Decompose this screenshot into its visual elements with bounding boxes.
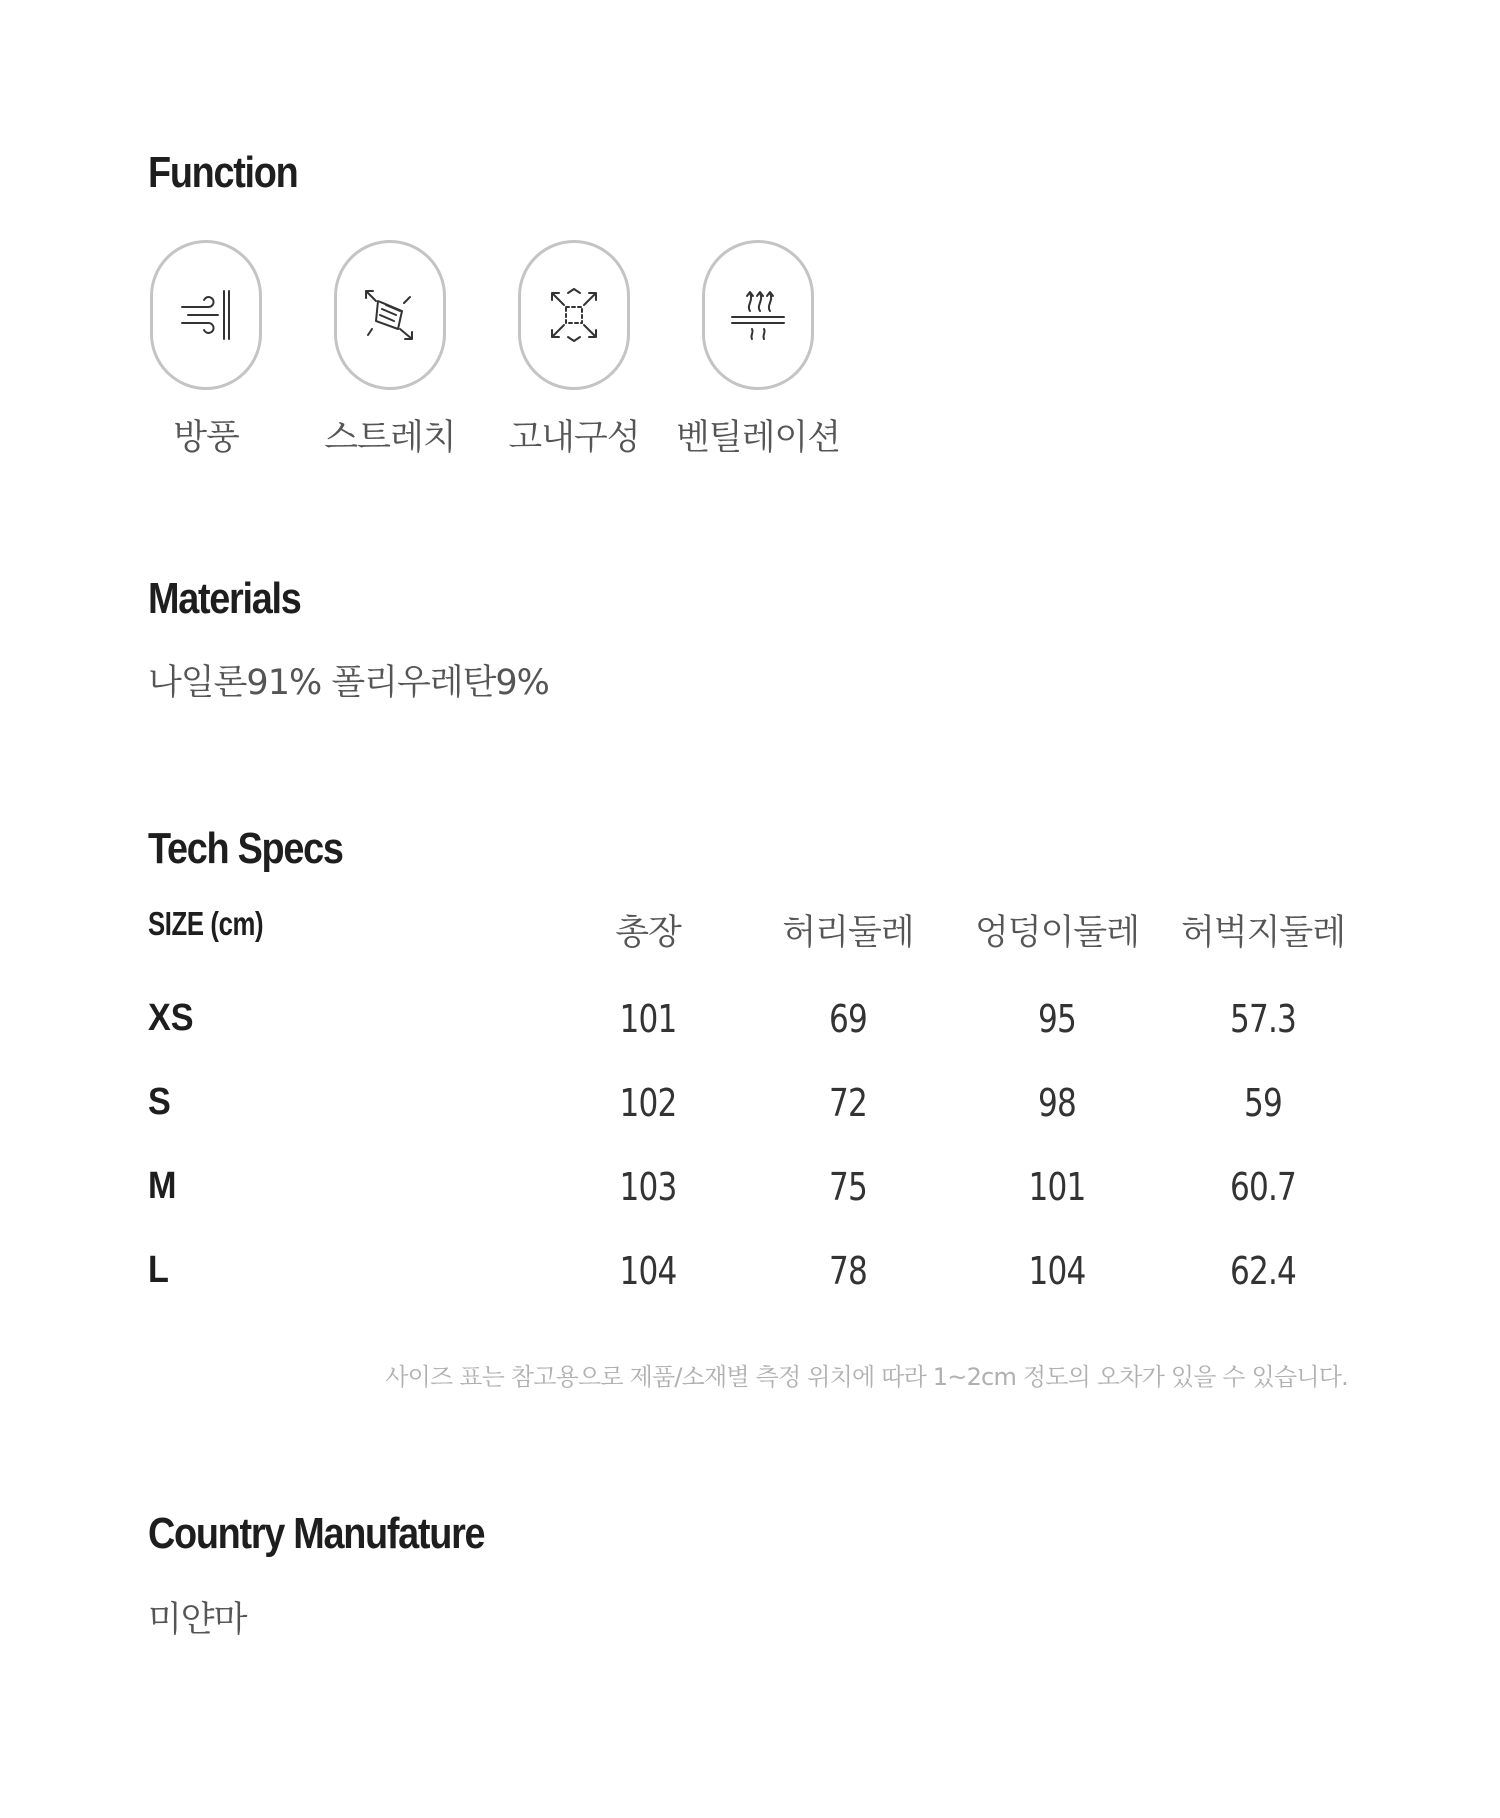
waist-value: 75 <box>828 1165 868 1209</box>
function-item-durability <box>508 240 698 460</box>
hip-value: 104 <box>1028 1249 1086 1293</box>
size-label: M <box>148 1165 177 1207</box>
windproof-icon <box>174 283 238 347</box>
materials-heading: Materials <box>148 574 301 623</box>
country-heading: Country Manufature <box>148 1509 485 1558</box>
table-row <box>148 1081 1348 1165</box>
stretch-icon <box>358 283 422 347</box>
waist-value: 72 <box>828 1081 868 1125</box>
table-row <box>148 1165 1348 1249</box>
hip-value: 95 <box>1037 997 1077 1041</box>
ventilation-icon <box>726 283 790 347</box>
column-header-thigh: 허벅지둘레 <box>1180 913 1346 953</box>
length-value: 103 <box>619 1165 677 1209</box>
materials-value: 나일론91% 폴리우레탄9% <box>148 663 549 703</box>
function-heading: Function <box>148 148 298 197</box>
waist-value: 69 <box>828 997 868 1041</box>
function-label: 방풍 <box>173 418 239 458</box>
tech-specs-table <box>148 905 1348 1333</box>
table-header-row <box>148 905 1348 997</box>
durability-icon <box>542 283 606 347</box>
country-value: 미얀마 <box>148 1600 247 1640</box>
function-list <box>150 240 870 460</box>
function-item-stretch <box>324 240 514 460</box>
hip-value: 98 <box>1037 1081 1077 1125</box>
function-label: 고내구성 <box>508 418 640 458</box>
size-label: L <box>148 1249 169 1291</box>
windproof-badge <box>150 240 262 390</box>
thigh-value: 60.7 <box>1229 1165 1297 1209</box>
function-label: 벤틸레이션 <box>675 418 841 458</box>
function-label: 스트레치 <box>324 418 456 458</box>
column-header-hip: 엉덩이둘레 <box>974 913 1140 953</box>
size-label: S <box>148 1081 171 1123</box>
length-value: 104 <box>619 1249 677 1293</box>
table-row <box>148 1249 1348 1333</box>
column-header-length: 총장 <box>615 913 681 953</box>
ventilation-badge <box>702 240 814 390</box>
length-value: 102 <box>619 1081 677 1125</box>
durability-badge <box>518 240 630 390</box>
size-label: XS <box>148 997 194 1039</box>
thigh-value: 57.3 <box>1229 997 1297 1041</box>
tech-specs-heading: Tech Specs <box>148 824 343 873</box>
length-value: 101 <box>619 997 677 1041</box>
function-item-windproof <box>150 240 330 460</box>
column-header-waist: 허리둘레 <box>782 913 914 953</box>
column-header-size: SIZE (cm) <box>148 905 264 942</box>
function-item-ventilation <box>675 240 882 460</box>
thigh-value: 59 <box>1243 1081 1283 1125</box>
waist-value: 78 <box>828 1249 868 1293</box>
stretch-badge <box>334 240 446 390</box>
thigh-value: 62.4 <box>1229 1249 1297 1293</box>
hip-value: 101 <box>1028 1165 1086 1209</box>
size-note: 사이즈 표는 참고용으로 제품/소재별 측정 위치에 따라 1~2cm 정도의 오차가 있을 수 있습니다. <box>385 1363 1348 1391</box>
table-row <box>148 997 1348 1081</box>
